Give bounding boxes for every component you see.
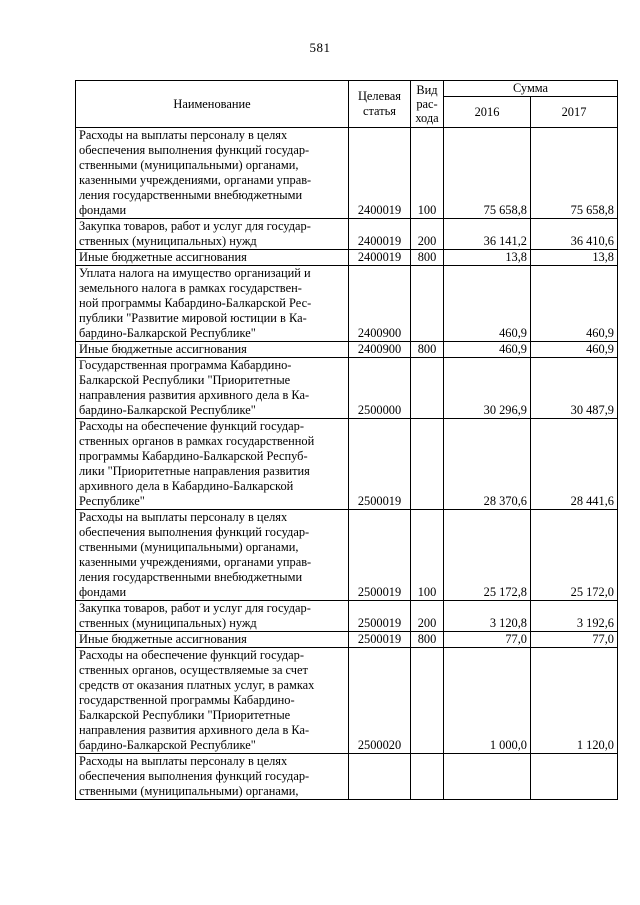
row-expense-type-cell: 100 bbox=[411, 510, 444, 601]
table-row bbox=[76, 632, 618, 648]
row-name-cell: Расходы на обеспечение функций государ- ственных органов в рамках государственной программы Кабардино-Балкарской Респуб- лики "Приоритетные направления развития архивного дела в Кабардино-Балкарской Республике" bbox=[76, 419, 349, 510]
row-sum-2016-cell: 36 141,2 bbox=[444, 219, 531, 250]
row-sum-2017-cell: 460,9 bbox=[531, 342, 618, 358]
row-expense-type-cell bbox=[411, 754, 444, 800]
table-row bbox=[76, 342, 618, 358]
row-sum-2017-cell: 460,9 bbox=[531, 266, 618, 342]
row-sum-2017-cell: 28 441,6 bbox=[531, 419, 618, 510]
row-expense-type-cell: 800 bbox=[411, 250, 444, 266]
row-name-cell: Расходы на обеспечение функций государ- ственных органов, осуществляемые за счет средств от оказания платных услуг, в рамках государственной программы Кабардино- Балкарской Республики "Приоритетные направления развития архивного дела в Ка- бардино-Балкарской Республике" bbox=[76, 648, 349, 754]
row-target-code-cell: 2400900 bbox=[349, 342, 411, 358]
row-expense-type-cell: 800 bbox=[411, 342, 444, 358]
row-sum-2016-cell bbox=[444, 754, 531, 800]
row-sum-2017-cell bbox=[531, 754, 618, 800]
row-sum-2016-cell: 25 172,8 bbox=[444, 510, 531, 601]
row-sum-2016-cell: 30 296,9 bbox=[444, 358, 531, 419]
row-name-cell: Государственная программа Кабардино- Балкарской Республики "Приоритетные направления развития архивного дела в Ка- бардино-Балкарской Республике" bbox=[76, 358, 349, 419]
row-name-cell: Иные бюджетные ассигнования bbox=[76, 632, 349, 648]
header-sum: Сумма bbox=[444, 81, 618, 97]
row-sum-2016-cell: 77,0 bbox=[444, 632, 531, 648]
table-body bbox=[76, 128, 618, 800]
header-target-article: Целевая статья bbox=[349, 81, 411, 128]
table-row bbox=[76, 510, 618, 601]
row-sum-2016-cell: 1 000,0 bbox=[444, 648, 531, 754]
row-sum-2016-cell: 28 370,6 bbox=[444, 419, 531, 510]
row-target-code-cell: 2500019 bbox=[349, 419, 411, 510]
row-expense-type-cell bbox=[411, 266, 444, 342]
row-target-code-cell: 2500000 bbox=[349, 358, 411, 419]
row-name-cell: Иные бюджетные ассигнования bbox=[76, 250, 349, 266]
table-row bbox=[76, 266, 618, 342]
row-name-cell: Иные бюджетные ассигнования bbox=[76, 342, 349, 358]
row-expense-type-cell: 200 bbox=[411, 601, 444, 632]
row-expense-type-cell bbox=[411, 419, 444, 510]
header-name: Наименование bbox=[76, 81, 349, 128]
header-year-2016: 2016 bbox=[444, 97, 531, 128]
row-target-code-cell: 2400019 bbox=[349, 219, 411, 250]
row-target-code-cell: 2500019 bbox=[349, 632, 411, 648]
row-sum-2016-cell: 460,9 bbox=[444, 342, 531, 358]
row-sum-2017-cell: 1 120,0 bbox=[531, 648, 618, 754]
row-expense-type-cell: 200 bbox=[411, 219, 444, 250]
table-row bbox=[76, 419, 618, 510]
row-sum-2017-cell: 3 192,6 bbox=[531, 601, 618, 632]
row-name-cell: Расходы на выплаты персоналу в целях обеспечения выполнения функций государ- ственными (муниципальными) органами, bbox=[76, 754, 349, 800]
row-sum-2017-cell: 25 172,0 bbox=[531, 510, 618, 601]
table-row bbox=[76, 754, 618, 800]
row-name-cell: Уплата налога на имущество организаций и земельного налога в рамках государствен- ной программы Кабардино-Балкарской Рес- публики "Развитие мировой юстиции в Ка- бардино-Балкарской Республике" bbox=[76, 266, 349, 342]
row-sum-2016-cell: 460,9 bbox=[444, 266, 531, 342]
row-sum-2017-cell: 30 487,9 bbox=[531, 358, 618, 419]
table-row bbox=[76, 648, 618, 754]
row-name-cell: Закупка товаров, работ и услуг для государ- ственных (муниципальных) нужд bbox=[76, 219, 349, 250]
row-sum-2017-cell: 36 410,6 bbox=[531, 219, 618, 250]
row-target-code-cell: 2400019 bbox=[349, 250, 411, 266]
row-sum-2016-cell: 13,8 bbox=[444, 250, 531, 266]
row-sum-2016-cell: 3 120,8 bbox=[444, 601, 531, 632]
row-expense-type-cell bbox=[411, 358, 444, 419]
table-row bbox=[76, 219, 618, 250]
table-row bbox=[76, 358, 618, 419]
table-row bbox=[76, 128, 618, 219]
row-expense-type-cell bbox=[411, 648, 444, 754]
row-expense-type-cell: 100 bbox=[411, 128, 444, 219]
header-expense-type: Вид рас- хода bbox=[411, 81, 444, 128]
row-target-code-cell: 2500019 bbox=[349, 601, 411, 632]
table-row bbox=[76, 601, 618, 632]
header-year-2017: 2017 bbox=[531, 97, 618, 128]
row-target-code-cell: 2500019 bbox=[349, 510, 411, 601]
row-sum-2017-cell: 77,0 bbox=[531, 632, 618, 648]
row-target-code-cell: 2400900 bbox=[349, 266, 411, 342]
row-name-cell: Расходы на выплаты персоналу в целях обеспечения выполнения функций государ- ственными (муниципальными) органами, казенными учреждениями, органами управ- ления государственными внебюджетными фондами bbox=[76, 128, 349, 219]
row-name-cell: Расходы на выплаты персоналу в целях обеспечения выполнения функций государ- ственными (муниципальными) органами, казенными учреждениями, органами управ- ления государственными внебюджетными фондами bbox=[76, 510, 349, 601]
row-sum-2017-cell: 13,8 bbox=[531, 250, 618, 266]
row-name-cell: Закупка товаров, работ и услуг для государ- ственных (муниципальных) нужд bbox=[76, 601, 349, 632]
row-expense-type-cell: 800 bbox=[411, 632, 444, 648]
row-target-code-cell bbox=[349, 754, 411, 800]
row-sum-2016-cell: 75 658,8 bbox=[444, 128, 531, 219]
page-number: 581 bbox=[309, 40, 331, 55]
table-header bbox=[76, 81, 618, 128]
budget-table bbox=[75, 80, 618, 800]
row-sum-2017-cell: 75 658,8 bbox=[531, 128, 618, 219]
row-target-code-cell: 2500020 bbox=[349, 648, 411, 754]
table-row bbox=[76, 250, 618, 266]
row-target-code-cell: 2400019 bbox=[349, 128, 411, 219]
